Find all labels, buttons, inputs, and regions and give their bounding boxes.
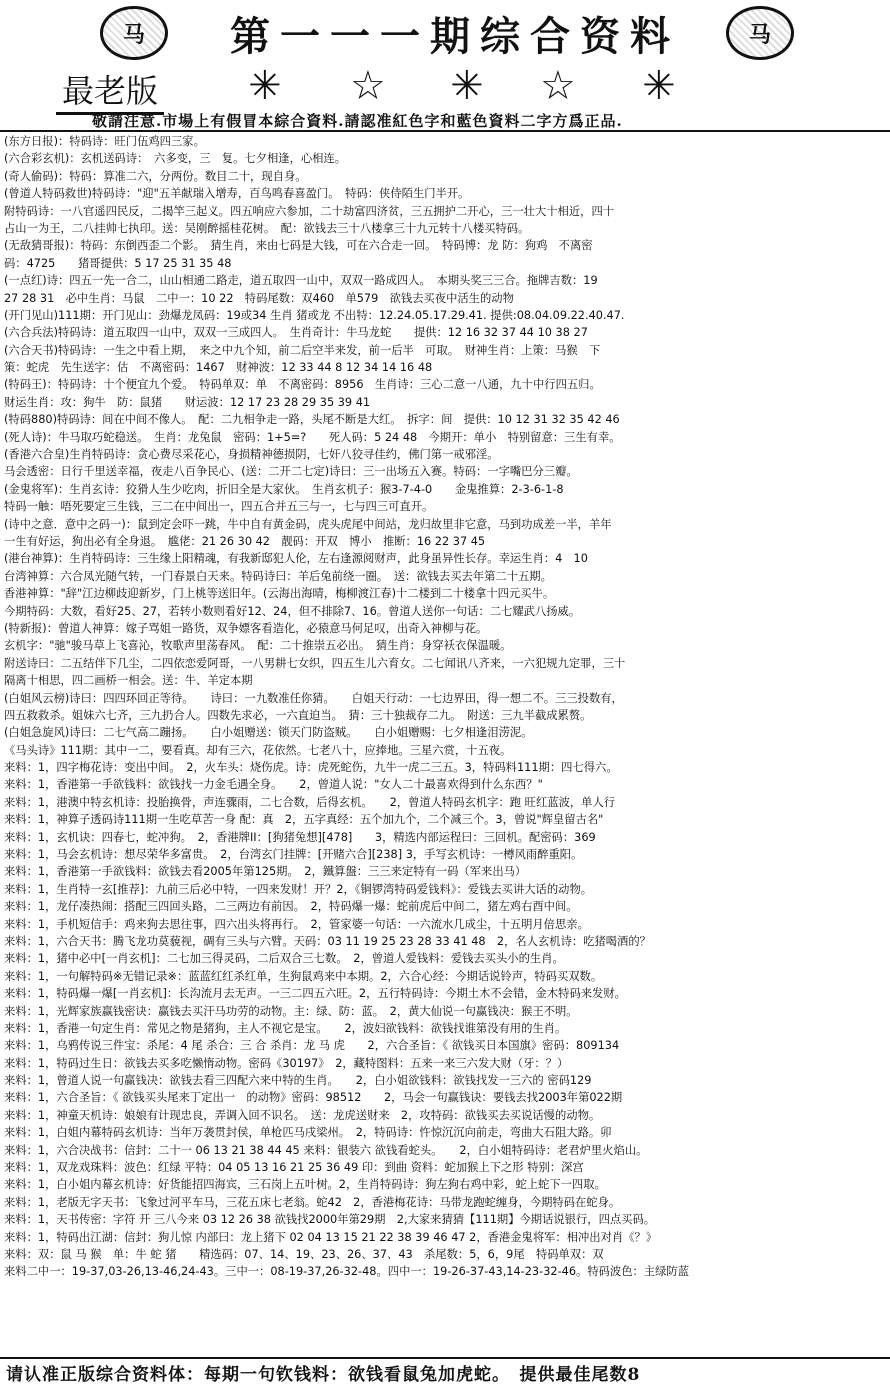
content-line: 来料：1，曾道人说一句赢钱决：欲钱去看三四配六来中特的生肖。 2，白小姐欲钱料：欲钱找发一三六的 密码129 [4, 1074, 592, 1088]
content-line: (东方日报)：特码诗：旺门伍鸡四三家。 [4, 135, 205, 148]
content-line: (诗中之意．意中之码一)：鼠到定会吓一跳，牛中自有黄金码，虎头虎尾中间站，龙归故里非它意，马到功成差一半，羊年 [4, 517, 612, 531]
notice-banner: 敬請注意.市場上有假冒本綜合資料.請認准紅色字和藍色資料二字方爲正品. [92, 112, 623, 130]
content-line: 来料：1，香港一句定生肖：常见之物是猪狗，主人不视它是宝。 2，波妇欲钱料：欲钱找谁第没有用的生肖。 [4, 1021, 567, 1035]
content-line: (奇人偷码)：特码：算准二六，分两份。数目二十，现自身。 [4, 169, 307, 183]
content-line: 来料：1，马会玄机诗：想尽荣华多富贵。 2，台湾玄门挂牌：[开赌六合][238] 3，手写玄机诗：一樽风雨醉重阳。 [4, 848, 583, 862]
content-line: 来料：1，六合决战书：信封：二十一 06 13 21 38 44 45 来料：银装六 欲钱看蛇头。 2，白小姐特码诗：老君炉里火焰山。 [4, 1143, 648, 1157]
content-line: 来料：双：鼠 马 猴 单：牛 蛇 猪 精选码：07、14、19、23、26、37、43 杀尾数：5，6，9尾 特码单双：双 [4, 1248, 604, 1261]
asterisk-icon: ✳ [450, 63, 484, 109]
content-line: 特码一触：唔死要定三生钱，三二在中间出一，四五合并五三与一，七与四三可直开。 [4, 500, 434, 514]
content-line: 来料：1，四字梅花诗：变出中间。 2，火车头：烧伤虎。诗：虎死蛇伤，九牛一虎二三五。3，特码料111期：四七得六。 [4, 761, 618, 775]
content-line: 来料：1，双龙戏珠料：波色：红绿 平特：04 05 13 16 21 25 36 49 印：到曲 资料：蛇加猴上下之形 特别：深宫 [4, 1161, 584, 1175]
divider-top [0, 130, 890, 132]
page-title: 第一一一期综合资料 [230, 12, 680, 60]
content-line: 来料：1，光辉家族赢钱密诀：赢钱去买汗马功劳的动物。主：绿、防：蓝。 2，黄大仙说一句赢钱决：猴王不明。 [4, 1004, 578, 1018]
content-line: 玄机字："驰"骏马草上飞喜沁，牧歌声里荡春风。 配：二十推崇五必出。 猜生肖：身穿袄衣保温暖。 [4, 639, 512, 653]
subheader [0, 64, 890, 116]
content-line: 来料：1，手机短信手：鸡来狗去思往事，四六出头将再行。 2，管家婆一句话：一六流水几成尘，十五明月倍思亲。 [4, 917, 589, 931]
content-line: 来料：1，六合圣旨：《 欲钱买头尾来丁定出一 的动物》密码：98512 2，马会一句赢钱诀：要钱去找2003年第022期 [4, 1091, 623, 1105]
content-line: 今期特码：大数，看好25、27，若转小数则看好12、24，但不排除7、16。曾道人送你一句话：二七耀武八扬威。 [4, 604, 581, 618]
content-line: 来料：1，一句解特码※无错记录※：蓝蓝红红杀红单，生狗鼠鸡来中本期。2，六合心经：今期话说铃声，特码买双数。 [4, 969, 603, 983]
content-line: (香港六合皇)生肖特码诗：贪心费尽采花心，身损精神德损阴，七奸八狡寻佳约，佛门第一戒邪淫。 [4, 448, 499, 462]
content-line: (六合兵法)特码诗：道五取四一山中，双双一三成四人。 生肖奇计：牛马龙蛇 提供：12 16 32 37 44 10 38 27 [4, 326, 588, 340]
content-line: 来料：1，乌鸦传说三件宝：杀尾：4 尾 杀合：三 合 杀肖：龙 马 虎 2，六合圣旨：《 欲钱买日本国旗》密码：809134 [4, 1039, 620, 1053]
content-line: 来料：1，特码过生日：欲钱去买多吃懒惰动物。密码《30197》 2，藏特图料：五来一来三六发大财（牙：？） [4, 1056, 569, 1070]
content-line: (六合天书)特码诗：一生之中看上期， 来之中九个知，前二后空半来发，前一后半 可取。 财神生肖：上策：马猴 下 [4, 343, 601, 357]
content-line: 《马头诗》111期：其中一二，要看真。却有三六，花依然。七老八十，应捧地。三星六赏，十五夜。 [4, 743, 512, 757]
content-line: 附送诗曰：二五结伴下几尘，二四依恋爱阿哥，一八男耕七女织，四五生儿六育女。二七闻讯八齐来，一六犯规九定罪，三十 [4, 656, 626, 670]
edition-label: 最老版 [56, 66, 164, 115]
content-line: 来料：1，香港第一手欲钱料：欲钱去看2005年第125期。 2，鐵算盤：三三来定特有一码（军来出马） [4, 865, 527, 879]
content-line: 来料：1，生肖特一玄[推荐]：九前三后必中特，一四来发财！开？2，《铜锣湾特码爱钱料》：爱钱去买讲大话的动物。 [4, 882, 593, 896]
content-line: (白姐风云榜)诗曰：四四环回正等待。 诗曰：一九数准任你猜。 白姐天行动：一七边界田，得一想二不。三三投数有， [4, 691, 623, 705]
content-line: 来料：1，香港第一手欲钱料：欲钱找一力金毛遇全身。 2，曾道人说："女人二十最喜欢得到什么东西？" [4, 778, 543, 792]
content-line: (六合彩玄机)：玄机送码诗： 六多变，三 复。七夕相逢，心相连。 [4, 152, 347, 166]
divider-bottom [0, 1357, 890, 1359]
content-line: 台湾神算：六合凤光随气转，一门春景白天来。特码诗曰：羊后兔前绕一圈。 送：欲钱去买去年第二十五期。 [4, 569, 552, 583]
content-line: (金鬼将军)：生肖玄诗：狡猾人生少吃肉，折旧全是大家伙。 生肖玄机子：猴3-7-4-0 金鬼推算：2-3-6-1-8 [4, 482, 564, 496]
content-line: 27 28 31 必中生肖：马鼠 二中一：10 22 特码尾数：双460 单579 欲钱去买夜中活生的动物 [4, 291, 514, 305]
content-line: 四五救救杀。姐妹六七齐，三九扔合人。四数先求必，一六直迫当。 猜：三十独裁存二九。 附送：三九半截成累赘。 [4, 708, 592, 722]
content-line: (一点红)诗：四五一先一合二，山山相通二路走，道五取四一山中，双双一路成四人。 本期头奖三三合。拖牌吉数：19 [4, 274, 598, 288]
content-line: (死人诗)：牛马取巧蛇稳送。 生肖：龙兔鼠 密码：1+5=? 死人码：5 24 48 今期开：单小 特别留意：三生有幸。 [4, 430, 621, 444]
content-line: 来料：1，白小姐内幕玄机诗：好货能招四海宾，三石岗上五叶树。2，生肖特码诗：狗左狗右鸡中彩，蛇上蛇下一四取。 [4, 1178, 606, 1192]
content-line: (曾道人特码救世)特码诗："迎"五羊献瑞入增寿，百鸟鸣春喜盈门。 特码：侠侍陌生门半开。 [4, 187, 470, 201]
content-line: 来料：1，神算子透码诗111期一生吃草苦一身 配：真 2，五字真经：五个加九个，二个减三个。3，曾说"辉皇留古名" [4, 813, 604, 827]
content-line: (特码880)特码诗：间在中间不像人。 配：二九相争走一路，头尾不断是大红。 拆字：间 提供：10 12 31 32 35 42 46 [4, 413, 620, 427]
content-line: 来料：1，老版无字天书：飞象过河平车马，三花五床七老翁。蛇42 2，香港梅花诗：马带龙跑蛇缠身，今期特码在蛇身。 [4, 1195, 621, 1209]
content-line: 码：4725 猪哥提供：5 17 25 31 35 48 [4, 256, 232, 270]
content-line: (港台神算)：生肖特码诗：三生缘上阳精魂，有我新邸犯人伦，左右逢源阅财声，此身虽异性长存。幸运生肖：4 10 [4, 552, 588, 566]
content-line: 附特码诗：一八官遥四民反，二揭竿三起义。四五响应六参加，二十劫富四济贫，三五拥护二开心，三一壮大十相近，四十 [4, 204, 615, 218]
content-line: 一生有好运，狗出必有全身退。 尴佬：21 26 30 42 靓码：开双 博小 推断：16 22 37 45 [4, 534, 486, 548]
content-line: 占山一为王，二八挂帅七执印。送：吴刚醉摇桂花树。 配：欲钱去三十八楼拿三十九元转十八楼买特码。 [4, 221, 530, 235]
content-line: 来料：1，白姐内幕特码玄机诗：当年万袭贯封侯，单枪匹马戌梁州。 2，特码诗：忤惊沉沉向前走，弯曲大石阻大路。卯 [4, 1126, 612, 1140]
content-line: (开门见山)111期：开门见山：劲爆龙凤码：19或34 生肖 猪或龙 不出特：12.24.05.17.29.41. 提供:08.04.09.22.40.47. [4, 308, 625, 322]
page-footer: 请认准正版综合资料体：每期一句钦钱料：欲钱看鼠兔加虎蛇。 提供最佳尾数8 [6, 1365, 641, 1385]
star-icon: ☆ [350, 63, 386, 109]
content-line: 来料：1，神童天机诗：娘娘有计现忠良，弄调入回不识名。 送：龙虎送财来 2，攻特码：欲钱买去买说话慢的动物。 [4, 1108, 601, 1122]
content-line: 来料：1，港澳中特玄机诗：投胎换骨，声连骤雨，二七合数，后得玄机。 2，曾道人特码玄机字：跑 旺红蓝波，单人行 [4, 795, 616, 809]
asterisk-icon: ✳ [248, 63, 282, 109]
content-line: (白姐急旋风)诗曰：二七气高二蹦扬。 白小姐赠送：锁天门防盗贼。 白小姐赠赐：七夕相逢泪涝泥。 [4, 726, 533, 740]
content-line: (特码王)：特码诗：十个便宜九个爱。 特码单双：单 不离密码：8956 生肖诗：三心二意一八通，九十中行四五归。 [4, 378, 601, 392]
content-body [4, 133, 886, 1355]
content-line: (无敌猜哥报)：特码：东倒西歪二个影。 猜生肖，来由七码是大钱，可在六合走一回。 特码博：龙 防：狗鸡 不离密 [4, 239, 593, 253]
content-line: (特新报)：曾道人神算：嫁子骂姐一路货，双争嫖客看造化，必猿意马何足叹，出奇入神柳与花。 [4, 621, 488, 635]
content-line: 香港神算："辞"江边柳歧迎新岁，门上桃等送旧年。(云海出海晴，梅柳渡江春)十二楼到二十楼拿十四元买牛。 [4, 587, 555, 601]
content-line: 来料：1，特码爆一爆[一肖玄机]：长沟流月去无声。一三二四五六旺。2，五行特码诗：今期土木不会错，金木特码来发财。 [4, 987, 626, 1001]
content-line: 来料：1，龙仔凑热闹：搭配三四回头路，二三两边有前因。 2，特码爆一爆：蛇前虎后中间二，猪左鸡右酉中间。 [4, 900, 578, 914]
content-line: 来料二中一：19-37,03-26,13-46,24-43。三中一：08-19-37,26-32-48。四中一：19-26-37-43,14-23-32-46。特码波色：主绿防蓝 [4, 1265, 689, 1279]
content-line: 来料：1，玄机诀：四春七，蛇冲狗。 2，香港牌II：[狗猪兔想][478] 3，精选内部运程曰：三回机。配密码：369 [4, 830, 596, 844]
content-line: 财运生肖：攻：狗牛 防：鼠猪 财运波：12 17 23 28 29 35 39 41 [4, 395, 371, 409]
content-line: 来料：1，天书传密：字符 开 三八今来 03 12 26 38 欲钱找2000年第29期 2,大家来猜猜【111期】今期话说银行，四点买码。 [4, 1213, 656, 1227]
content-line: 隔离十相思，四二画桥一相会。送：牛、羊定本期 [4, 674, 253, 688]
star-icon: ☆ [540, 63, 576, 109]
horse-logo-right: 马 [726, 6, 794, 60]
content-line: 策：蛇虎 先生送字：估 不离密码：1467 财神波：12 33 44 8 12 34 14 16 48 [4, 361, 433, 375]
content-line: 来料：1，猪中必中[一肖玄机]：二七加三得灵码，二后双合三七数。 2，曾道人爱钱料：爱钱去买头小的生肖。 [4, 952, 564, 966]
page-header [0, 0, 890, 66]
content-line: 马会透密：日行千里送幸福，夜走八百争民心、(送：二开二七定)诗曰：三一出场五入赛。特码：一字嘴巴分三瓣。 [4, 465, 578, 479]
content-line: 来料：1，特码出江湖：信封：狗儿惊 内部曰：龙上猪下 02 04 13 15 21 22 38 39 46 47 2，香港金鬼将军：相冲出对肖《？》 [4, 1230, 658, 1244]
content-line: 来料：1，六合天书：腾飞龙功莫藐视，碉有三头与六臂。天码：03 11 19 25 23 28 33 41 48 2，名人玄机诗：吃猪喝酒的？ [4, 934, 651, 948]
horse-logo-left: 马 [100, 6, 168, 60]
asterisk-icon: ✳ [642, 63, 676, 109]
